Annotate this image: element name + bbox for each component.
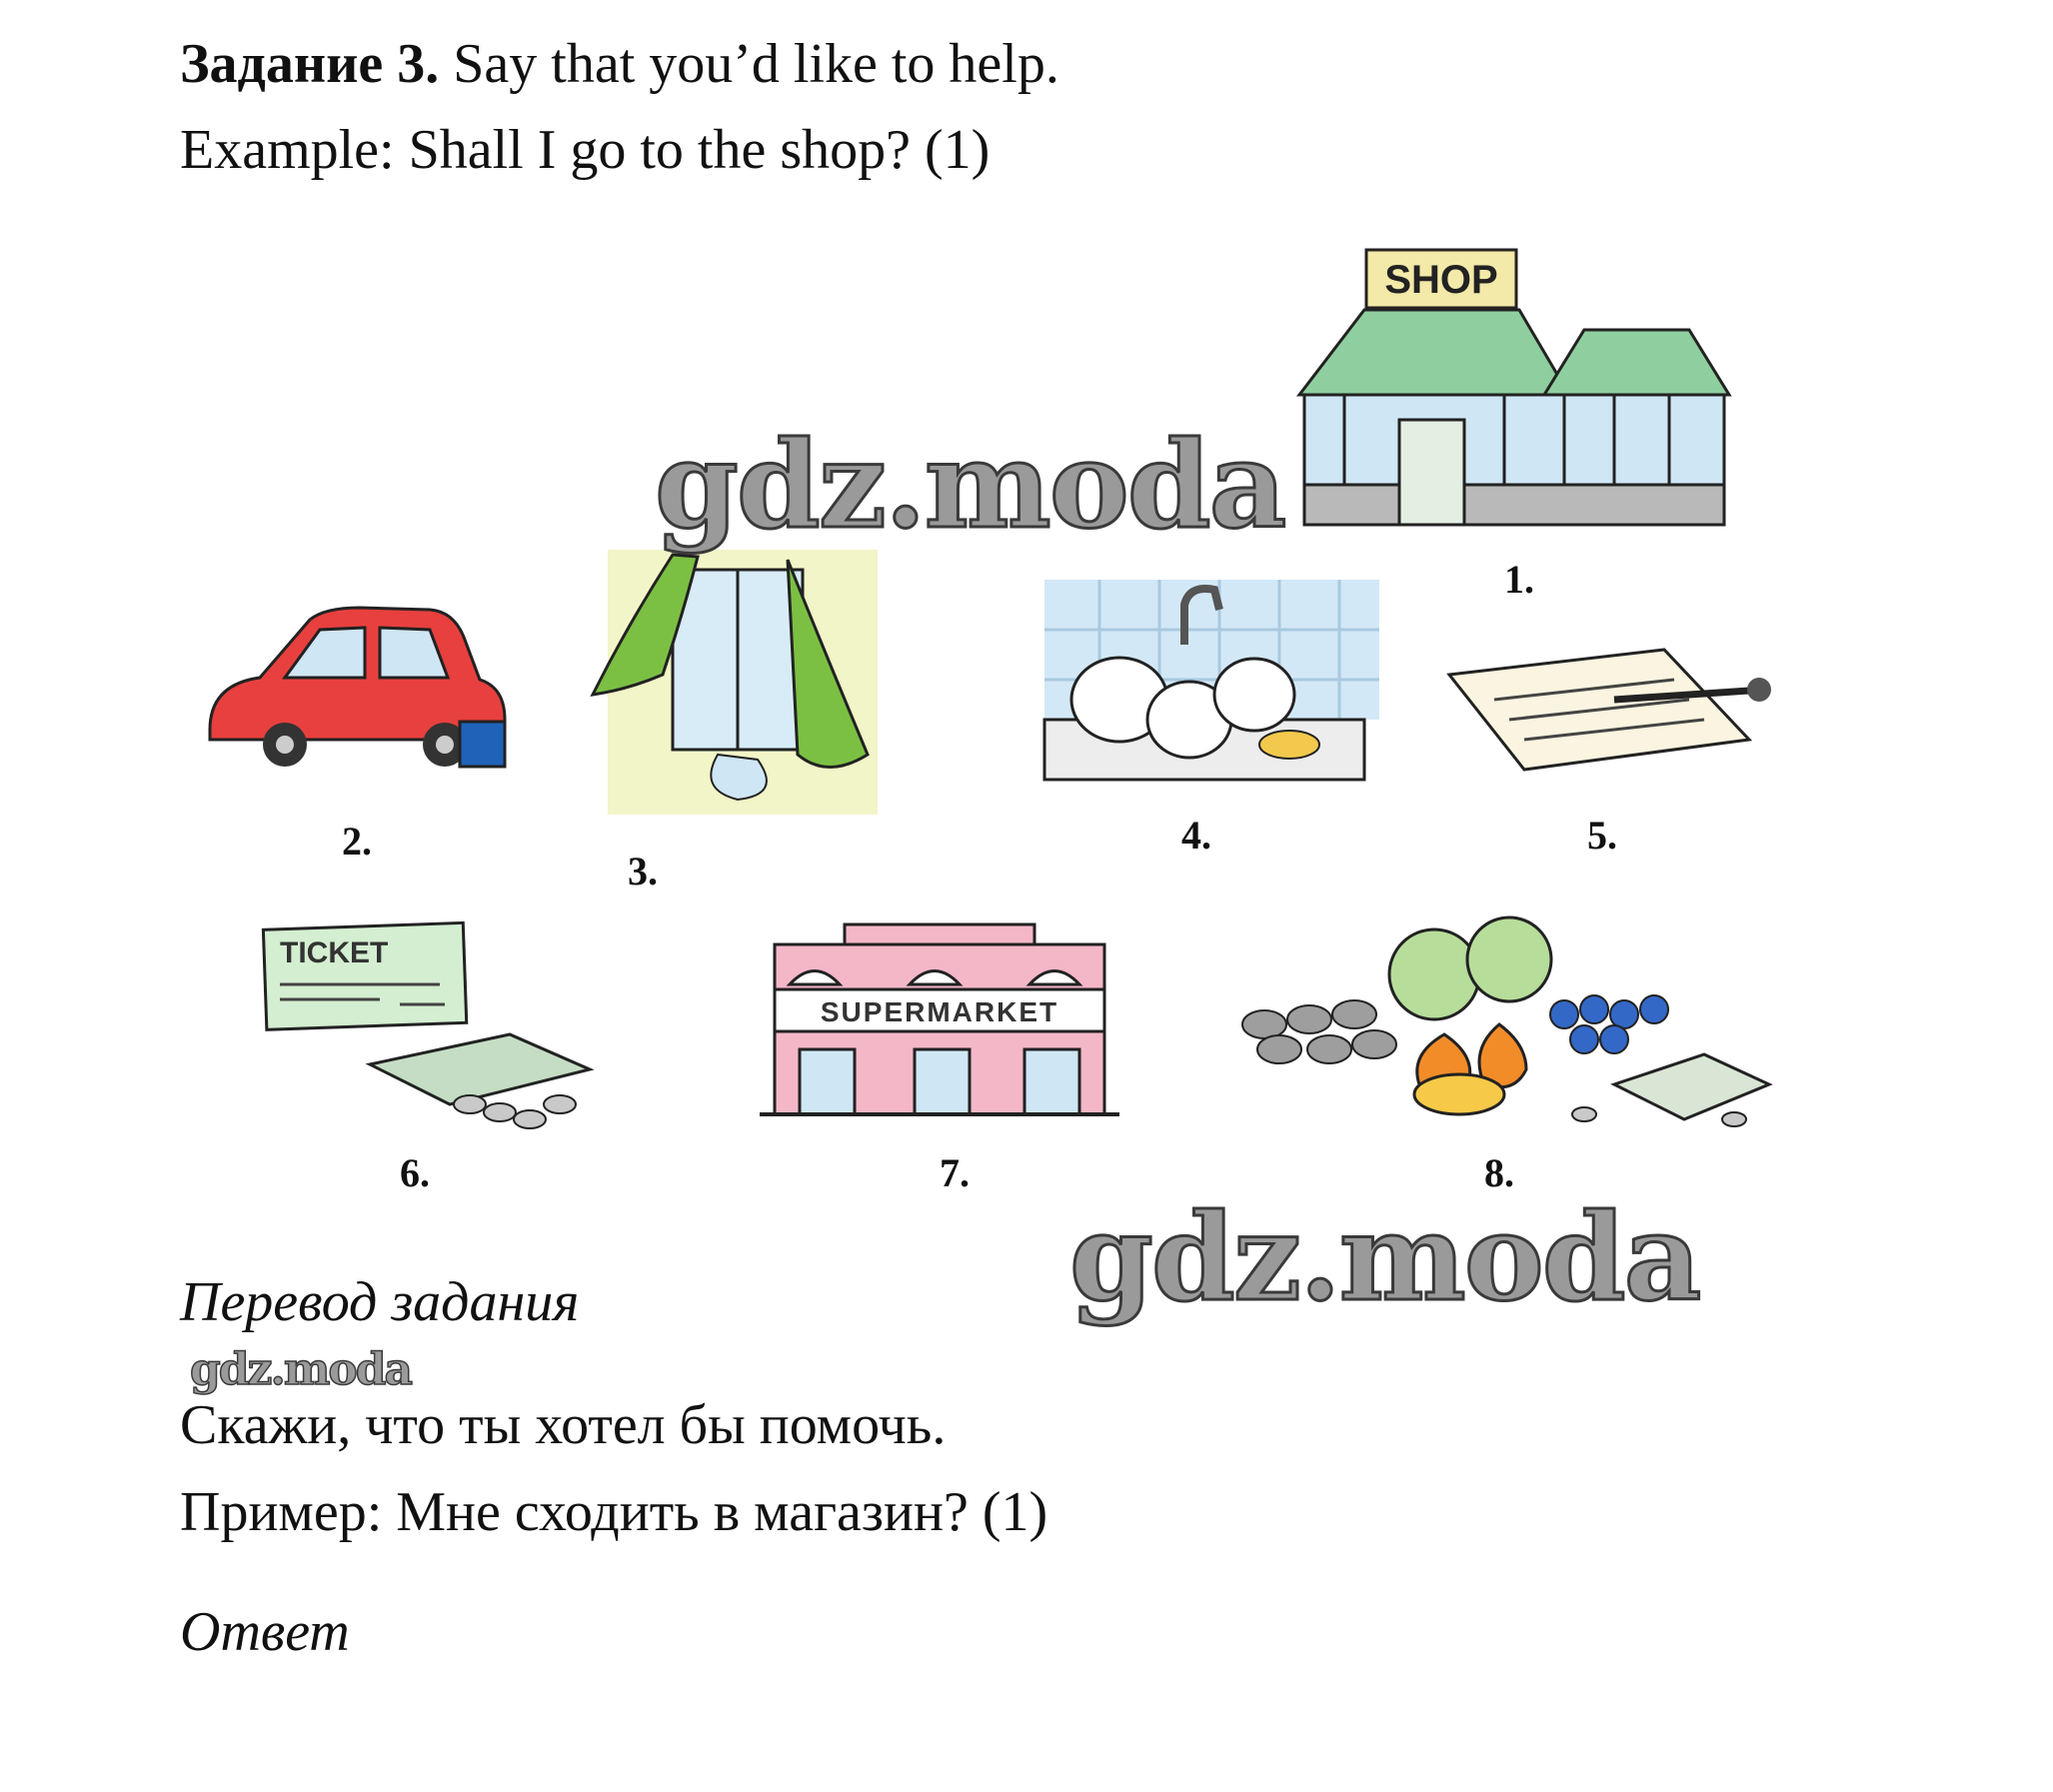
- supermarket-illustration: [755, 919, 1124, 1119]
- translation-example: Пример: Мне сходить в магазин? (1): [180, 1481, 1048, 1543]
- supermarket-sign-text: SUPERMARKET: [820, 996, 1059, 1027]
- picture-number-3: 3.: [628, 849, 658, 894]
- answer-heading: Ответ: [180, 1601, 350, 1663]
- dishes-illustration: [1039, 570, 1384, 785]
- shop-sign-text: SHOP: [1384, 258, 1498, 302]
- task-number: Задание 3.: [180, 33, 440, 95]
- vegetables-illustration: [1234, 914, 1774, 1134]
- picture-number-7: 7.: [940, 1150, 970, 1195]
- watermark-small: gdz.moda: [190, 1344, 412, 1395]
- task-heading: [180, 33, 1059, 95]
- watermark-top: gdz.moda: [655, 415, 1285, 556]
- letter-illustration: [1444, 645, 1774, 775]
- window-illustration: [588, 545, 888, 820]
- picture-number-2: 2.: [342, 819, 372, 864]
- picture-number-8: 8.: [1484, 1150, 1514, 1195]
- ticket-text: TICKET: [280, 936, 389, 969]
- shop-illustration: [1294, 245, 1734, 530]
- translation-heading: Перевод задания: [180, 1271, 580, 1333]
- picture-number-5: 5.: [1587, 813, 1617, 858]
- picture-number-1: 1.: [1504, 557, 1534, 602]
- ticket-illustration: [260, 914, 600, 1134]
- car-illustration: [200, 600, 530, 775]
- task-example: Example: Shall I go to the shop? (1): [180, 119, 991, 181]
- translation-instruction: Скажи, что ты хотел бы помочь.: [180, 1394, 947, 1456]
- picture-number-6: 6.: [400, 1150, 430, 1195]
- picture-number-4: 4.: [1181, 813, 1211, 858]
- task-instruction: Say that you’d like to help.: [453, 33, 1059, 95]
- watermark-middle: gdz.moda: [1069, 1187, 1700, 1328]
